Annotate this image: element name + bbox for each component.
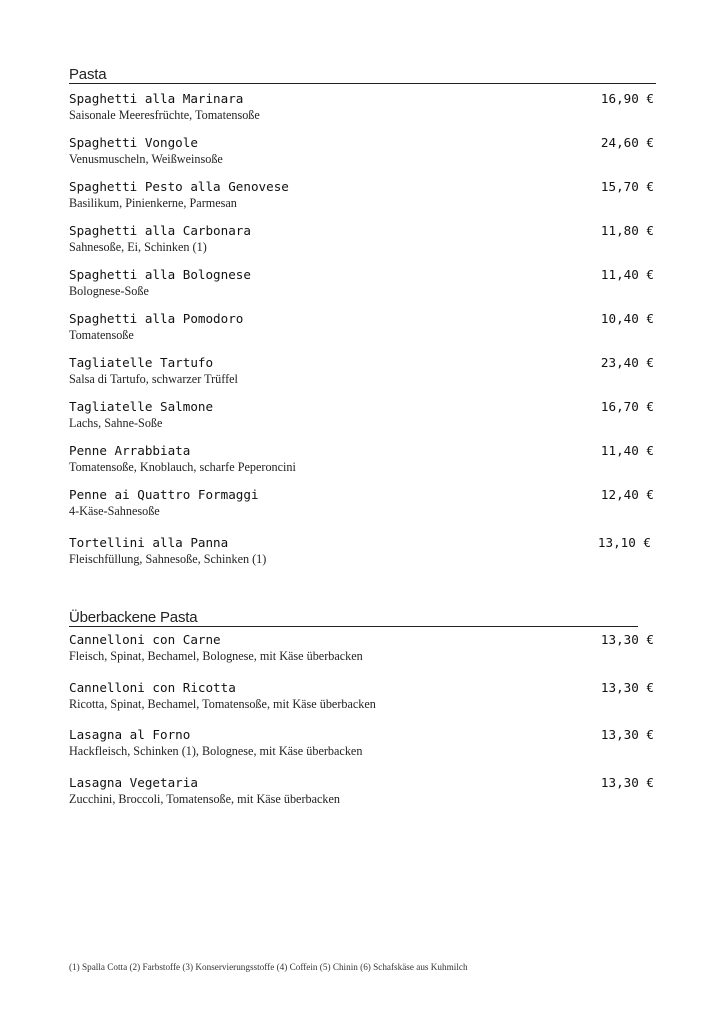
- section-pasta: [69, 66, 656, 566]
- menu-item: [69, 727, 656, 761]
- item-price: 16,90 €: [600, 91, 654, 106]
- item-description: Tomatensoße: [69, 328, 134, 342]
- item-name: Spaghetti Vongole: [69, 135, 198, 150]
- menu-item: [69, 535, 656, 569]
- item-name: Tagliatelle Salmone: [69, 399, 214, 414]
- item-price: 12,40 €: [600, 487, 654, 502]
- item-description: Bolognese-Soße: [69, 284, 149, 298]
- item-name: Tortellini alla Panna: [69, 535, 229, 550]
- menu-item: [69, 443, 656, 477]
- item-description: Ricotta, Spinat, Bechamel, Tomatensoße, mit Käse überbacken: [69, 697, 376, 711]
- menu-item: [69, 487, 656, 521]
- item-price: 15,70 €: [600, 179, 654, 194]
- menu-item: [69, 775, 656, 809]
- item-description: Hackfleisch, Schinken (1), Bolognese, mit Käse überbacken: [69, 744, 363, 758]
- item-name: Spaghetti alla Marinara: [69, 91, 244, 106]
- menu-item: [69, 399, 656, 433]
- item-price: 11,40 €: [600, 443, 654, 458]
- item-description: Fleischfüllung, Sahnesoße, Schinken (1): [69, 552, 267, 566]
- item-name: Tagliatelle Tartufo: [69, 355, 214, 370]
- section-title: Überbackene Pasta: [69, 610, 638, 627]
- item-name: Cannelloni con Ricotta: [69, 680, 236, 695]
- menu-item: [69, 632, 656, 666]
- item-price: 13,30 €: [600, 775, 654, 790]
- item-name: Spaghetti alla Pomodoro: [69, 311, 244, 326]
- item-description: Zucchini, Broccoli, Tomatensoße, mit Käse überbacken: [69, 792, 341, 806]
- item-description: Sahnesoße, Ei, Schinken (1): [69, 240, 207, 254]
- menu-item: [69, 91, 656, 125]
- item-description: 4-Käse-Sahnesoße: [69, 504, 160, 518]
- section-ueberbackene-pasta: [69, 609, 654, 806]
- section-title: Pasta: [69, 67, 656, 84]
- menu-item: [69, 355, 656, 389]
- item-price: 13,30 €: [600, 680, 654, 695]
- item-name: Spaghetti Pesto alla Genovese: [69, 179, 289, 194]
- menu-item: [69, 223, 656, 257]
- item-name: Lasagna al Forno: [69, 727, 191, 742]
- item-price: 10,40 €: [600, 311, 654, 326]
- item-name: Spaghetti alla Bolognese: [69, 267, 251, 282]
- menu-item: [69, 179, 656, 213]
- item-description: Saisonale Meeresfrüchte, Tomatensoße: [69, 108, 260, 122]
- item-description: Tomatensoße, Knoblauch, scharfe Peperoncini: [69, 460, 296, 474]
- item-name: Cannelloni con Carne: [69, 632, 221, 647]
- item-description: Salsa di Tartufo, schwarzer Trüffel: [69, 372, 238, 386]
- allergen-footnote: (1) Spalla Cotta (2) Farbstoffe (3) Konservierungsstoffe (4) Coffein (5) Chinin (6) Schafskäse aus Kuhmilch: [69, 962, 468, 972]
- item-name: Penne Arrabbiata: [69, 443, 191, 458]
- item-name: Lasagna Vegetaria: [69, 775, 198, 790]
- menu-item: [69, 311, 656, 345]
- menu-item: [69, 267, 656, 301]
- item-price: 13,30 €: [600, 632, 654, 647]
- item-name: Penne ai Quattro Formaggi: [69, 487, 259, 502]
- item-price: 13,10 €: [597, 535, 651, 550]
- item-price: 16,70 €: [600, 399, 654, 414]
- item-description: Lachs, Sahne-Soße: [69, 416, 163, 430]
- item-price: 13,30 €: [600, 727, 654, 742]
- item-price: 11,40 €: [600, 267, 654, 282]
- item-description: Venusmuscheln, Weißweinsoße: [69, 152, 223, 166]
- item-description: Fleisch, Spinat, Bechamel, Bolognese, mit Käse überbacken: [69, 649, 363, 663]
- menu-item: [69, 680, 656, 714]
- menu-item: [69, 135, 656, 169]
- item-price: 24,60 €: [600, 135, 654, 150]
- item-price: 23,40 €: [600, 355, 654, 370]
- item-name: Spaghetti alla Carbonara: [69, 223, 251, 238]
- item-description: Basilikum, Pinienkerne, Parmesan: [69, 196, 237, 210]
- item-price: 11,80 €: [600, 223, 654, 238]
